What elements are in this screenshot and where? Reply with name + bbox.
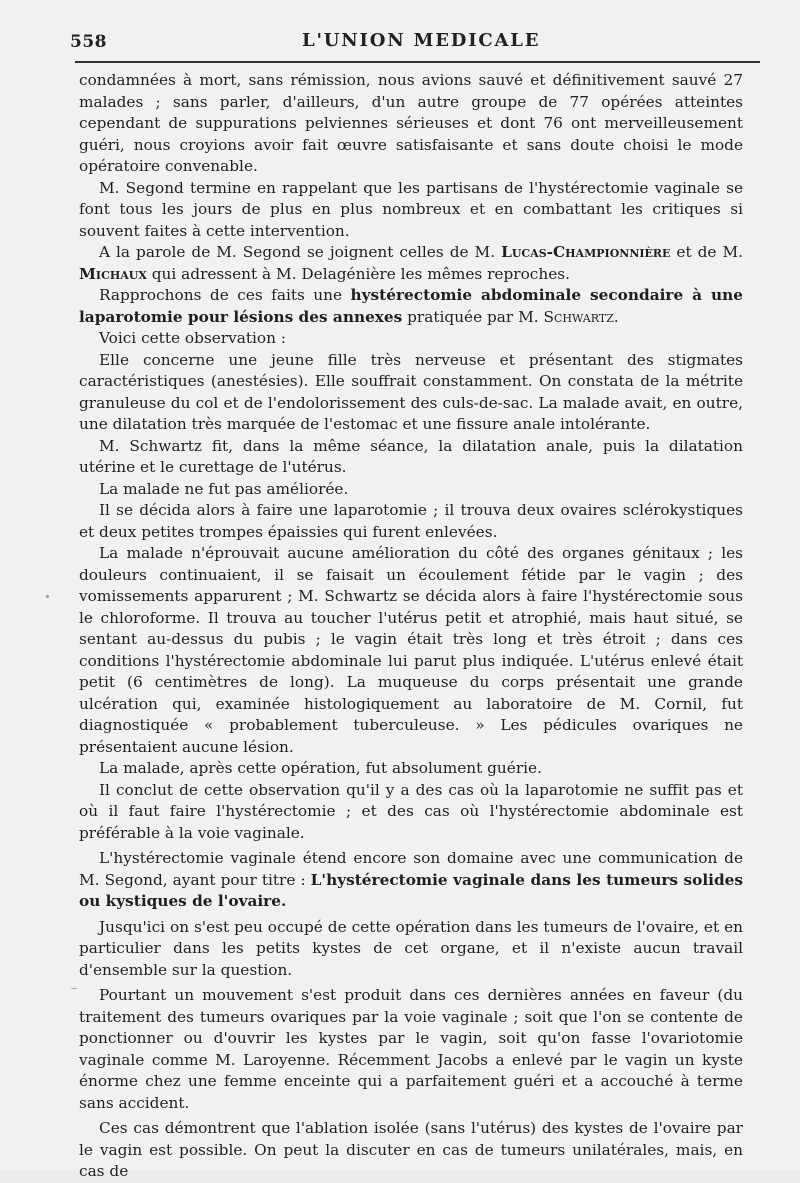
paragraph-text: et de M. (670, 243, 743, 261)
paragraph-text: condamnées à mort, sans rémission, nous avions sauvé et définitivement sauvé 27 malades ; sans parler, d'ailleurs, d'un autre groupe de 77 opérées atteintes cependant de suppurations pelviennes sérieuses et dont 76 ont merveilleusement guéri, nous croyions avoir fait œuvre satisfaisante et sans doute choisi le mode opératoire convenable. (79, 71, 743, 175)
header-rule (75, 61, 760, 63)
paragraph-text: La malade, après cette opération, fut absolument guérie. (99, 759, 542, 777)
paragraph-text: Pourtant un mouvement s'est produit dans ces dernières années en faveur (du traitement des tumeurs ovariques par la voie vaginale ; soit que l'on se contente de ponctionner ou d'ouvrir les kystes par le vagin, soit qu'on fasse l'ovariotomie vaginale comme M. Laroyenne. Récemment Jacobs a enlevé par le vagin un kyste énorme chez une femme enceinte qui a parfaitement guéri et a accouché à terme sans accident. (79, 986, 743, 1112)
paragraph (79, 780, 743, 845)
journal-title: L'UNION MEDICALE (302, 30, 541, 51)
paragraph-text: La malade ne fut pas améliorée. (99, 479, 349, 498)
paragraph (79, 328, 743, 350)
paragraph (79, 543, 743, 758)
paragraph-text: Voici cette observation : (99, 329, 286, 347)
paragraph-text: L'hystérectomie vaginale étend encore son domaine avec une communication de M. Segond, ayant pour titre : (79, 849, 743, 889)
paragraph-text: qui adressent à M. Delagénière les mêmes reproches. (146, 264, 570, 283)
page-header (70, 26, 755, 60)
paragraph (79, 285, 743, 328)
paragraph-text: Il se décida alors à faire une laparotomie ; il trouva deux ovaires sclérokystiques et deux petites trompes épaissies qui furent enlevées. (79, 501, 743, 541)
paragraph-text: Il conclut de cette observation qu'il y a des cas où la laparotomie ne suffit pas et où il faut faire l'hystérectomie ; et des cas où l'hystérectomie abdominale est préférable à la voie vaginale. (79, 780, 743, 842)
paragraph-text: La malade n'éprouvait aucune amélioration du côté des organes génitaux ; les douleurs continuaient, il se faisait un écoulement fétide par le vagin ; des vomissements apparurent ; M. Schwartz se décida alors à faire l'hystérectomie sous le chloroforme. Il trouva au toucher l'utérus petit et atrophié, mais haut situé, se sentant au-dessus du pubis ; le vagin était très long et très étroit ; dans ces conditions l'hystérectomie abdominale lui parut plus indiquée. L'utérus enlevé était petit (6 centimètres de long). La muqueuse du corps présentait une grande ulcération qui, examinée histologiquement au laboratoire de M. Cornil, fut diagnostiquée « probablement tuberculeuse. » Les pédicules ovariques ne présentaient aucune lésion. (79, 544, 743, 756)
bold-heading-text: L'hystérectomie vaginale dans les tumeurs solides ou kystiques de l'ovaire. (79, 870, 743, 910)
paragraph (79, 917, 743, 982)
paragraph (79, 70, 743, 178)
paragraph (79, 758, 743, 780)
paragraph-text: Rapprochons de ces faits une (99, 286, 351, 304)
page-number: 558 (70, 32, 107, 52)
print-speck (71, 988, 77, 989)
paragraph (79, 1118, 743, 1183)
print-speck (46, 595, 49, 598)
paragraph (79, 178, 743, 243)
paragraph (79, 848, 743, 913)
paragraph-text: Jusqu'ici on s'est peu occupé de cette opération dans les tumeurs de l'ovaire, et en particulier dans les petits kystes de cet organe, et il n'existe aucun travail d'ensemble sur la question. (79, 917, 743, 979)
paragraph (79, 242, 743, 285)
paragraph-text: Ces cas démontrent que l'ablation isolée (sans l'utérus) des kystes de l'ovaire par le vagin est possible. On peut la discuter en cas de tumeurs unilatérales, mais, en cas de (79, 1119, 743, 1180)
article-body (79, 70, 743, 1183)
paragraph (79, 436, 743, 479)
bold-heading-text: hystérectomie abdominale secondaire à une laparotomie pour lésions des annexes (79, 286, 743, 326)
author-name: Michaux (79, 264, 147, 283)
paragraph (79, 985, 743, 1114)
paragraph (79, 350, 743, 436)
paragraph-text: . (613, 307, 619, 326)
paragraph-text: M. Schwartz fit, dans la même séance, la dilatation anale, puis la dilatation utérine et le curettage de l'utérus. (79, 436, 743, 476)
paragraph-text: M. Segond termine en rappelant que les partisans de l'hystérectomie vaginale se font tous les jours de plus en plus nombreux et en combattant les critiques si souvent faites à cette intervention. (79, 178, 743, 240)
author-name: Schwartz (543, 307, 614, 326)
paragraph-text: A la parole de M. Segond se joignent celles de M. (99, 243, 502, 261)
paragraph-text: pratiquée par M. (402, 307, 544, 326)
paragraph (79, 500, 743, 543)
author-name: Lucas-Championnière (501, 243, 671, 261)
paragraph (79, 479, 743, 501)
paragraph-text: Elle concerne une jeune fille très nerveuse et présentant des stigmates caractéristiques (anestésies). Elle souffrait constamment. On constata de la métrite granuleuse du col et de l'endolorissement des culs-de-sac. La malade avait, en outre, une dilatation très marquée de l'estomac et une fissure anale intolérante. (79, 350, 743, 433)
